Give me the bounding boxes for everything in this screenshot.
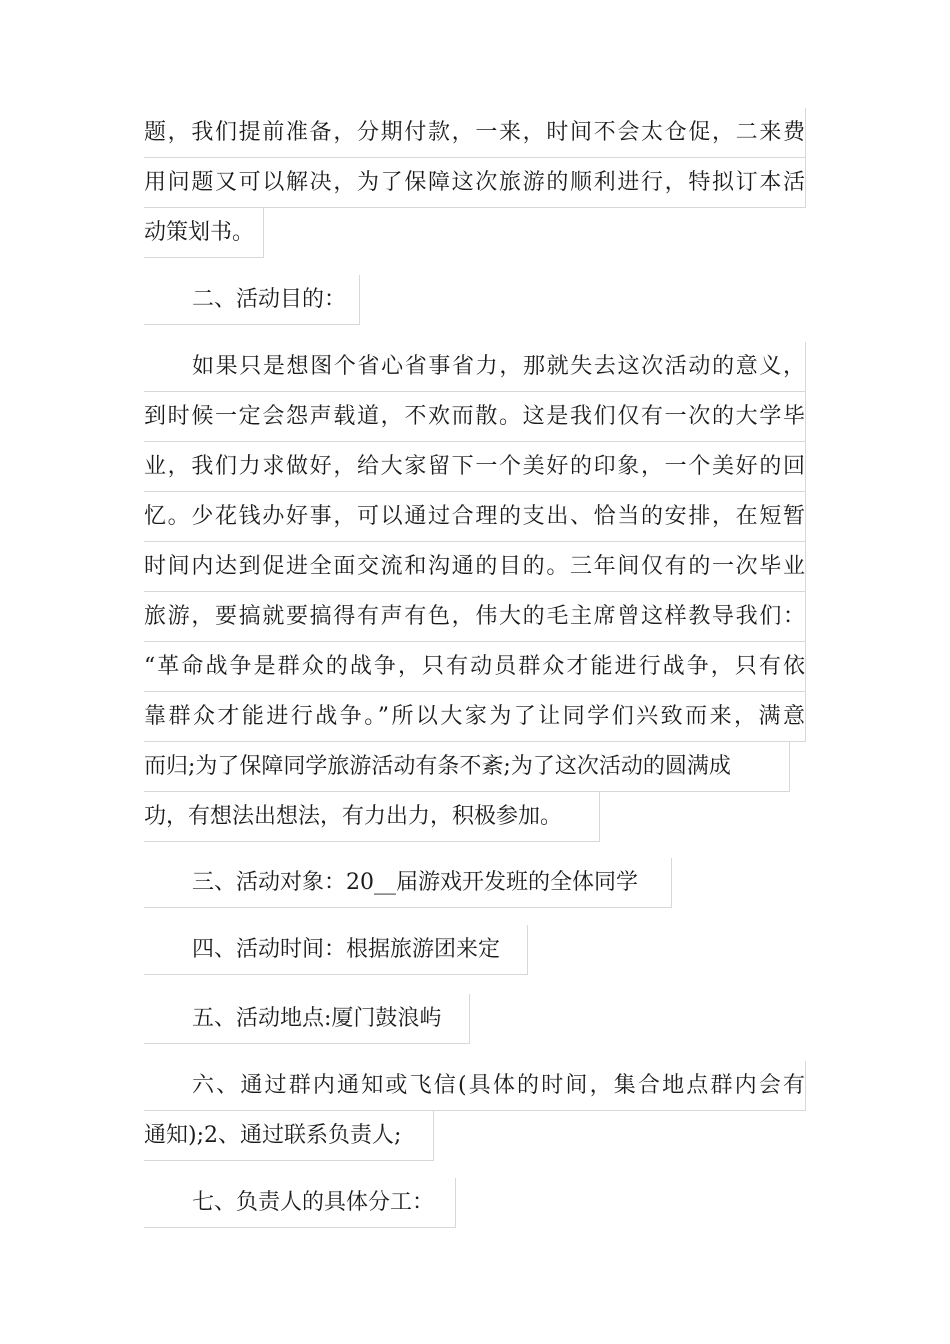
text-line: 到时候一定会怨声载道，不欢而散。这是我们仅有一次的大学毕	[144, 392, 806, 442]
text-line: 业，我们力求做好，给大家留下一个美好的印象，一个美好的回	[144, 442, 806, 492]
section-heading: 七、负责人的具体分工：	[144, 1178, 456, 1228]
text-line: “革命战争是群众的战争，只有动员群众才能进行战争，只有依	[144, 642, 806, 692]
text-line: 忆。少花钱办好事，可以通过合理的支出、恰当的安排，在短暂	[144, 492, 806, 542]
text-line: 用问题又可以解决，为了保障这次旅游的顺利进行，特拟订本活	[144, 158, 806, 208]
text-line: 通知);2、通过联系负责人;	[144, 1111, 434, 1161]
section-heading: 二、活动目的：	[144, 275, 360, 325]
section-heading: 五、活动地点:厦门鼓浪屿	[144, 994, 470, 1044]
text-line: 靠群众才能进行战争。”所以大家为了让同学们兴致而来，满意	[144, 692, 806, 742]
text-line: 时间内达到促进全面交流和沟通的目的。三年间仅有的一次毕业	[144, 542, 806, 592]
text-line: 旅游，要搞就要搞得有声有色，伟大的毛主席曾这样教导我们：	[144, 592, 806, 642]
section-heading: 四、活动时间：根据旅游团来定	[144, 925, 528, 975]
text-line: 而归;为了保障同学旅游活动有条不紊;为了这次活动的圆满成	[144, 742, 790, 792]
text-line: 功，有想法出想法，有力出力，积极参加。	[144, 792, 600, 842]
text-line: 动策划书。	[144, 208, 264, 258]
section-heading: 三、活动对象：20__届游戏开发班的全体同学	[144, 858, 672, 908]
text-line: 如果只是想图个省心省事省力，那就失去这次活动的意义，	[144, 342, 806, 392]
text-line: 题，我们提前准备，分期付款，一来，时间不会太仓促，二来费	[144, 108, 806, 158]
section-heading: 六、通过群内通知或飞信(具体的时间，集合地点群内会有	[144, 1061, 806, 1111]
